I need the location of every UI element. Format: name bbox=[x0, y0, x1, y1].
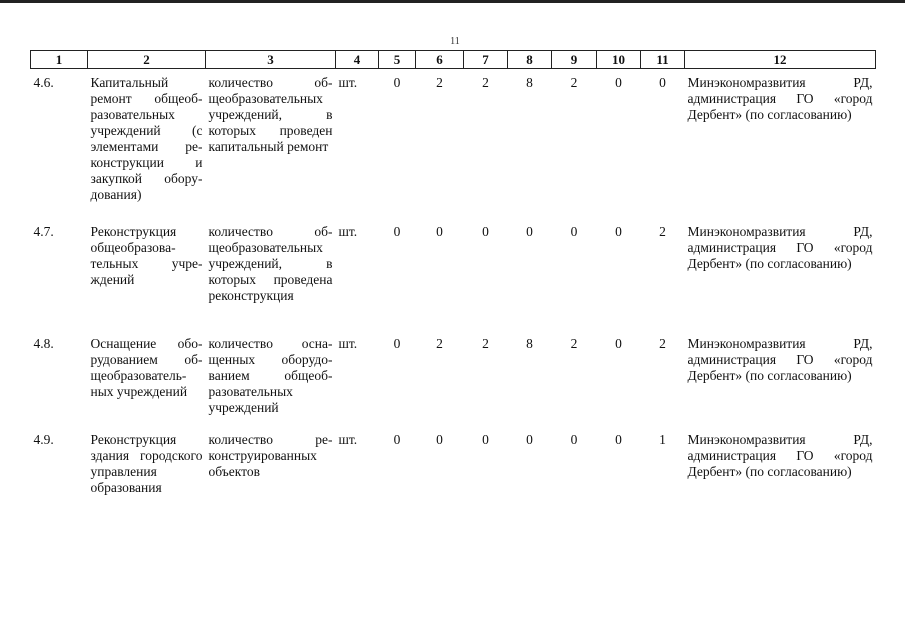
value-cell: 0 bbox=[436, 224, 443, 239]
column-header: 8 bbox=[508, 51, 552, 69]
indicator-text: количество оснащенных оборудованием общеобразовательных учреждений bbox=[208, 336, 333, 415]
table-row bbox=[31, 330, 876, 426]
table-row bbox=[31, 69, 876, 219]
row-code: 4.6. bbox=[33, 75, 54, 90]
value-cell: 0 bbox=[436, 432, 443, 447]
executor-text: Минэкономразвития РД, администрация ГО «город Дербент» (по согласованию) bbox=[687, 224, 873, 271]
measure-name: Оснащение оборудованием общеобразовательных учреждений bbox=[90, 336, 203, 399]
column-header: 12 bbox=[685, 51, 876, 69]
document-table bbox=[30, 50, 876, 512]
column-header: 11 bbox=[641, 51, 685, 69]
column-header: 5 bbox=[379, 51, 416, 69]
value-cell: 0 bbox=[615, 432, 622, 447]
value-cell: 2 bbox=[436, 75, 443, 90]
table-row bbox=[31, 218, 876, 330]
value-cell: 2 bbox=[482, 336, 489, 351]
value-cell: 0 bbox=[615, 336, 622, 351]
value-cell: 2 bbox=[570, 336, 578, 351]
indicator-text: количество общеобразовательных учреждений, в которых проведена реконструкция bbox=[208, 224, 333, 303]
value-cell: 0 bbox=[482, 432, 489, 447]
column-header: 2 bbox=[88, 51, 206, 69]
value-cell: 2 bbox=[659, 224, 666, 239]
value-cell: 0 bbox=[570, 432, 578, 447]
column-header: 6 bbox=[416, 51, 464, 69]
measure-name: Реконструкция общеобразовательных учреждений bbox=[90, 224, 203, 287]
unit-cell: шт. bbox=[338, 75, 358, 90]
value-cell: 0 bbox=[615, 75, 622, 90]
row-code: 4.8. bbox=[33, 336, 54, 351]
value-cell: 0 bbox=[393, 224, 401, 239]
table-row bbox=[31, 426, 876, 512]
indicator-text: количество реконструированных объектов bbox=[208, 432, 333, 479]
value-cell: 0 bbox=[570, 224, 578, 239]
value-cell: 0 bbox=[482, 224, 489, 239]
row-code: 4.7. bbox=[33, 224, 54, 239]
executor-text: Минэкономразвития РД, администрация ГО «город Дербент» (по согласованию) bbox=[687, 75, 873, 122]
column-header: 10 bbox=[597, 51, 641, 69]
column-header: 3 bbox=[206, 51, 336, 69]
value-cell: 0 bbox=[615, 224, 622, 239]
value-cell: 2 bbox=[570, 75, 578, 90]
measure-name: Реконструкция здания городского управления образования bbox=[90, 432, 203, 495]
value-cell: 2 bbox=[482, 75, 489, 90]
value-cell: 0 bbox=[393, 336, 401, 351]
value-cell: 1 bbox=[659, 432, 666, 447]
page-number: 11 bbox=[450, 36, 460, 47]
column-header: 7 bbox=[464, 51, 508, 69]
value-cell: 0 bbox=[393, 432, 401, 447]
unit-cell: шт. bbox=[338, 432, 358, 447]
value-cell: 0 bbox=[393, 75, 401, 90]
executor-text: Минэкономразвития РД, администрация ГО «город Дербент» (по согласованию) bbox=[687, 336, 873, 383]
value-cell: 2 bbox=[436, 336, 443, 351]
unit-cell: шт. bbox=[338, 224, 358, 239]
unit-cell: шт. bbox=[338, 336, 358, 351]
value-cell: 8 bbox=[526, 75, 533, 90]
value-cell: 8 bbox=[526, 336, 533, 351]
measure-name: Капитальный ремонт общеобразовательных учреждений (с элементами реконструкции и закупкой оборудования) bbox=[90, 75, 203, 202]
value-cell: 2 bbox=[659, 336, 666, 351]
executor-text: Минэкономразвития РД, администрация ГО «город Дербент» (по согласованию) bbox=[687, 432, 873, 479]
table-header-row bbox=[31, 51, 876, 69]
page-top-edge bbox=[0, 0, 905, 3]
column-header: 1 bbox=[31, 51, 88, 69]
row-code: 4.9. bbox=[33, 432, 54, 447]
column-header: 4 bbox=[336, 51, 379, 69]
column-header: 9 bbox=[552, 51, 597, 69]
value-cell: 0 bbox=[526, 432, 533, 447]
value-cell: 0 bbox=[526, 224, 533, 239]
indicator-text: количество общеобразовательных учреждений, в которых проведен капитальный ремонт bbox=[208, 75, 333, 154]
value-cell: 0 bbox=[659, 75, 666, 90]
